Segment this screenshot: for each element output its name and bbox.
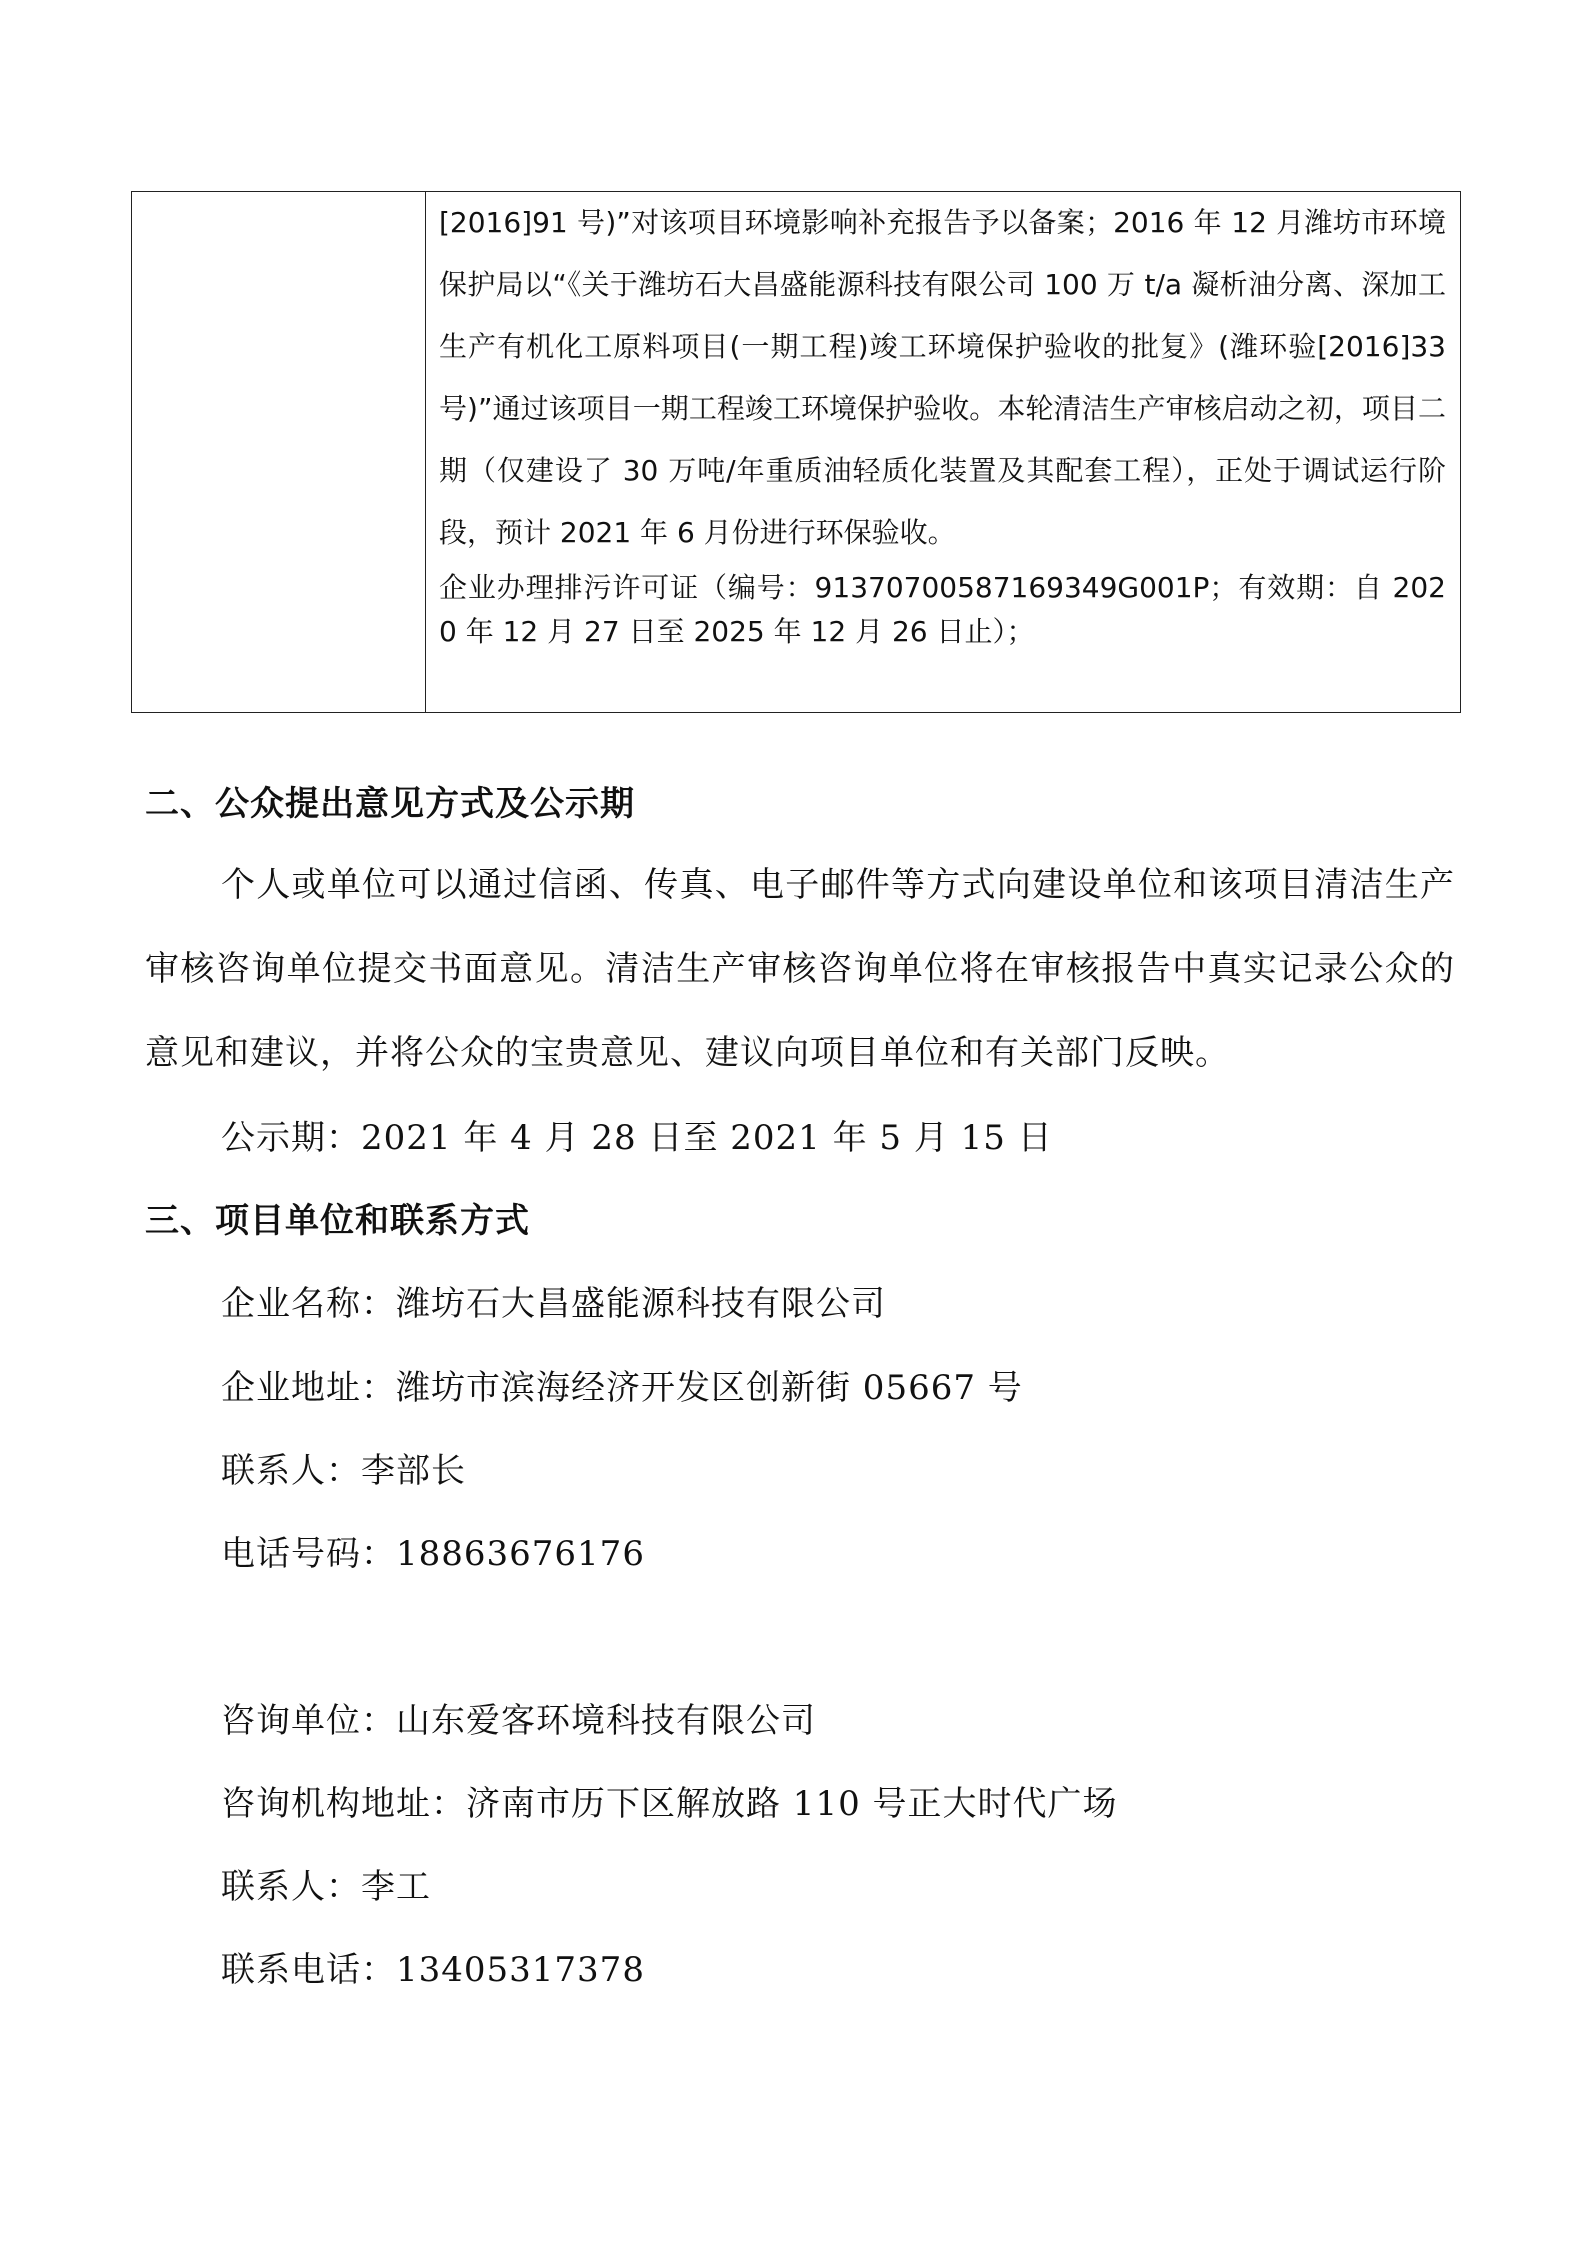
section-3-heading: 三、项目单位和联系方式 <box>145 1201 530 1241</box>
consultant-contact-person: 联系人：李工 <box>221 1867 431 1907</box>
consultant-address: 咨询机构地址：济南市历下区解放路 110 号正大时代广场 <box>221 1784 1118 1824</box>
company-address: 企业地址：潍坊市滨海经济开发区创新街 05667 号 <box>221 1368 1023 1408</box>
discharge-permit-text: 企业办理排污许可证（编号：91370700587169349G001P；有效期：自 2020 年 12 月 27 日至 2025 年 12 月 26 日止）； <box>439 571 1446 648</box>
company-phone: 电话号码：18863676176 <box>221 1534 645 1574</box>
section-2-heading: 二、公众提出意见方式及公示期 <box>145 784 635 824</box>
consultant-name: 咨询单位：山东爱客环境科技有限公司 <box>221 1701 816 1741</box>
public-opinion-paragraph: 个人或单位可以通过信函、传真、电子邮件等方式向建设单位和该项目清洁生产审核咨询单位提交书面意见。清洁生产审核咨询单位将在审核报告中真实记录公众的意见和建议，并将公众的宝贵意见、建议向项目单位和有关部门反映。 <box>145 865 1455 1073</box>
company-name: 企业名称：潍坊石大昌盛能源科技有限公司 <box>221 1284 886 1324</box>
environmental-approval-text: [2016]91 号)”对该项目环境影响补充报告予以备案；2016 年 12 月潍坊市环境保护局以“《关于潍坊石大昌盛能源科技有限公司 100 万 t/a 凝析油分离、深加工生产有机化工原料项目(一期工程)竣工环境保护验收的批复》(潍环验[2016]33 号)”通过该项目一期工程竣工环境保护验收。本轮清洁生产审核启动之初，项目二期（仅建设了 30 万吨/年重质油轻质化装置及其配套工程），正处于调试运行阶段，预计 2021 年 6 月份进行环保验收。 <box>439 206 1446 549</box>
consultant-phone: 联系电话：13405317378 <box>221 1950 645 1990</box>
company-contact-person: 联系人：李部长 <box>221 1451 466 1491</box>
table-row <box>132 192 1461 713</box>
table-label-cell <box>132 192 426 713</box>
table-content-cell <box>426 192 1461 713</box>
project-info-table <box>131 191 1461 713</box>
publicity-period: 公示期：2021 年 4 月 28 日至 2021 年 5 月 15 日 <box>221 1118 1053 1158</box>
